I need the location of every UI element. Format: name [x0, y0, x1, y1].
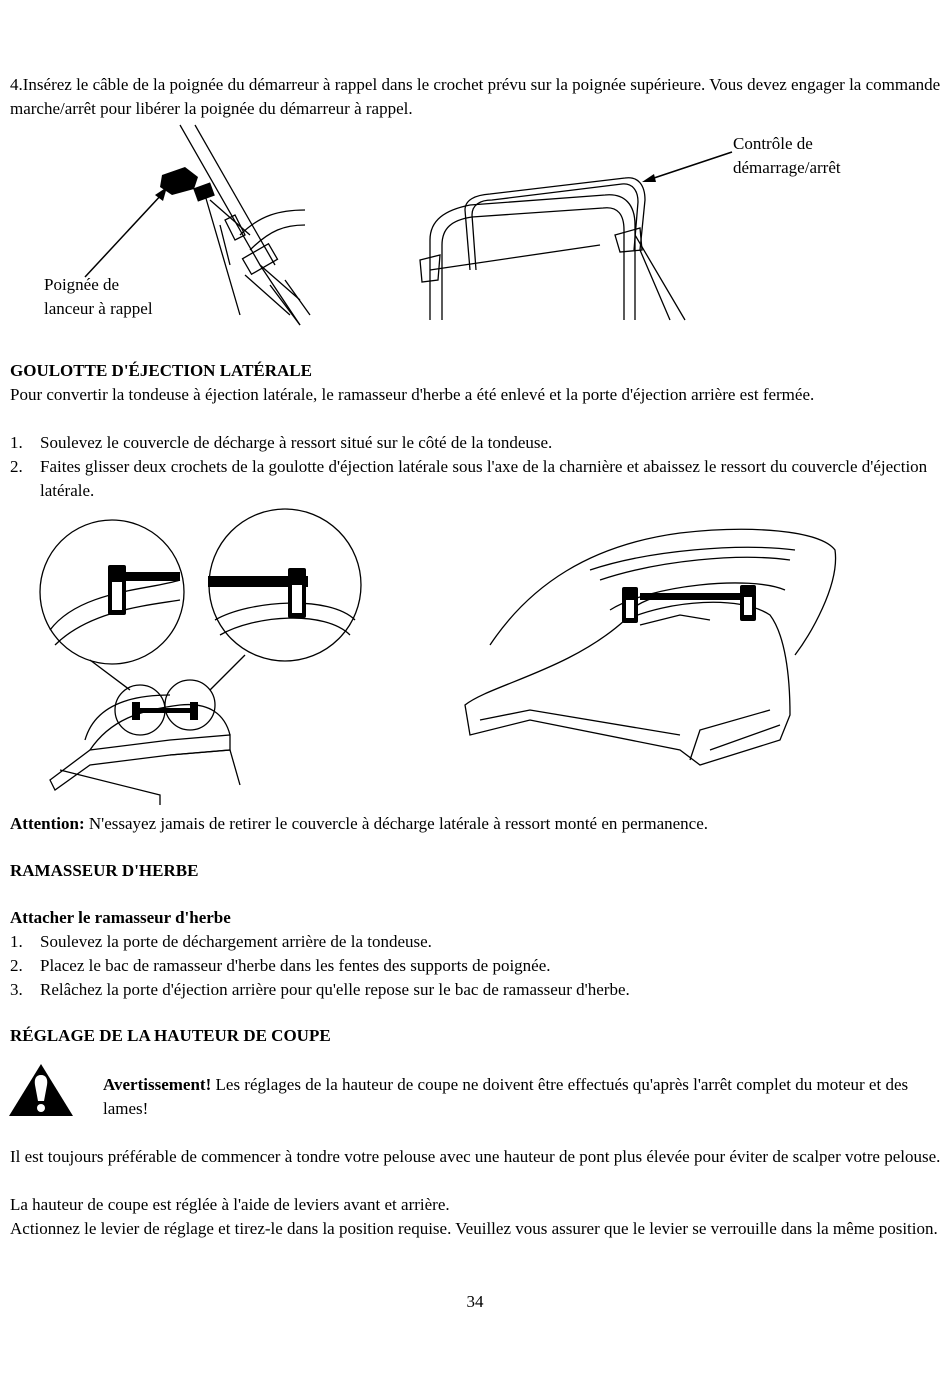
step4-text: 4.Insérez le câble de la poignée du démarreur à rappel dans le crochet prévu sur la poignée supérieure. Vous devez engager la commande marche/arrêt pour libérer la poignée du démarreur à rappel. [10, 75, 941, 118]
step-number: 2. [10, 956, 23, 975]
step-number: 2. [10, 457, 23, 476]
step-text: Placez le bac de ramasseur d'herbe dans les fentes des supports de poignée. [40, 956, 551, 975]
side-chute-detail-illustration [30, 510, 370, 805]
side-chute-installed-illustration [450, 525, 840, 770]
step-number: 1. [10, 932, 23, 951]
step-text: Soulevez le couvercle de décharge à ressort situé sur le côté de la tondeuse. [40, 433, 553, 452]
attention-note [10, 812, 942, 836]
step-text: Soulevez la porte de déchargement arrière de la tondeuse. [40, 932, 432, 951]
recoil-handle-label-line2: lanceur à rappel [44, 299, 153, 318]
step-text: Faites glisser deux crochets de la goulotte d'éjection latérale sous l'axe de la charnière et abaissez le ressort du couvercle d'éjection latérale. [40, 457, 928, 500]
cutting-height-para-3: Actionnez le levier de réglage et tirez-le dans la position requise. Veuillez vous assurer que le levier se verrouille dans la même position. [10, 1219, 938, 1238]
grass-catcher-subheading: Attacher le ramasseur d'herbe [10, 908, 231, 927]
cutting-height-para-2: La hauteur de coupe est réglée à l'aide de leviers avant et arrière. [10, 1195, 450, 1214]
control-label-line1: Contrôle de [733, 134, 813, 153]
attention-label: Attention: [10, 814, 85, 833]
grass-catcher-heading: RAMASSEUR D'HERBE [10, 861, 199, 880]
attention-text: N'essayez jamais de retirer le couvercle à décharge latérale à ressort monté en permanence. [84, 814, 708, 833]
side-discharge-intro: Pour convertir la tondeuse à éjection latérale, le ramasseur d'herbe a été enlevé et la porte d'éjection arrière est fermée. [10, 385, 815, 404]
step-number: 3. [10, 980, 23, 999]
step-text: Relâchez la porte d'éjection arrière pour qu'elle repose sur le bac de ramasseur d'herbe. [40, 980, 630, 999]
control-label-line2: démarrage/arrêt [733, 158, 841, 177]
pointer-arrow-right [640, 150, 735, 185]
step-number: 1. [10, 433, 23, 452]
upper-handle-illustration [410, 170, 690, 325]
recoil-handle-label-line1: Poignée de [44, 275, 120, 294]
page-number: 34 [466, 1292, 484, 1311]
pointer-arrow-left [85, 185, 175, 285]
side-discharge-heading: GOULOTTE D'ÉJECTION LATÉRALE [10, 361, 312, 380]
warning-text: Les réglages de la hauteur de coupe ne doivent être effectués qu'après l'arrêt complet du moteur et des lames! [103, 1075, 909, 1118]
warning-note [103, 1073, 943, 1121]
warning-label: Avertissement! [103, 1075, 212, 1094]
cutting-height-para-1: Il est toujours préférable de commencer à tondre votre pelouse avec une hauteur de pont plus élevée pour éviter de scalper votre pelouse. [10, 1147, 941, 1166]
warning-icon [8, 1063, 74, 1117]
cutting-height-heading: RÉGLAGE DE LA HAUTEUR DE COUPE [10, 1026, 331, 1045]
